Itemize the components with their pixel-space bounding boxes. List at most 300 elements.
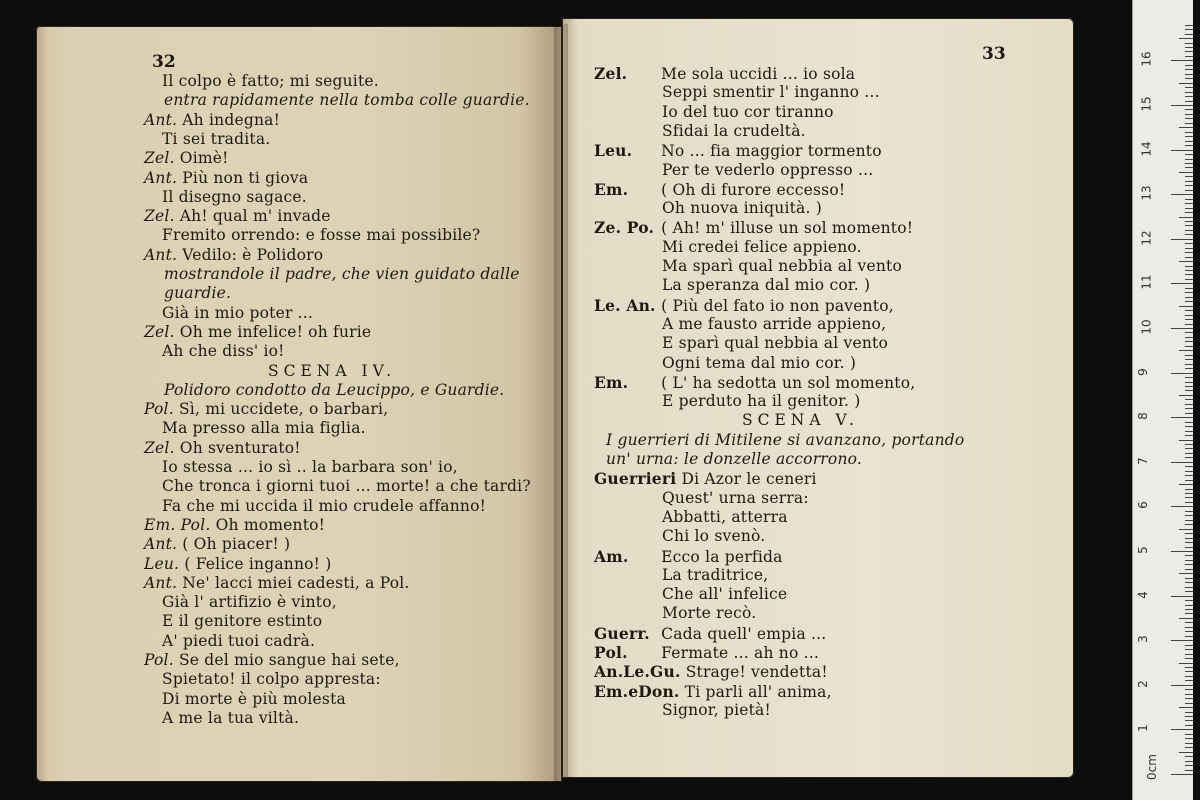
ruler-tick xyxy=(1179,752,1193,753)
ruler-tick xyxy=(1185,725,1193,726)
text-line xyxy=(162,477,531,495)
ruler-tick xyxy=(1185,114,1193,115)
ruler-tick xyxy=(1179,663,1193,664)
text-line xyxy=(662,701,771,719)
ruler-tick xyxy=(1185,613,1193,614)
text-line xyxy=(164,284,231,302)
text-line xyxy=(594,643,819,662)
line-text: Cada quell' empia ... xyxy=(661,624,827,643)
ruler-tick xyxy=(1185,654,1193,655)
ruler-tick xyxy=(1185,658,1193,659)
ruler-tick xyxy=(1185,667,1193,668)
line-text: Già in mio poter ... xyxy=(162,303,314,322)
ruler-tick xyxy=(1185,270,1193,271)
ruler-tick xyxy=(1185,404,1193,405)
ruler-tick xyxy=(1185,382,1193,383)
line-text: A me fausto arride appieno, xyxy=(662,314,887,333)
ruler-tick xyxy=(1171,640,1193,641)
ruler-tick xyxy=(1185,560,1193,561)
line-text: I guerrieri di Mitilene si avanzano, portando xyxy=(606,430,965,449)
line-text: La traditrice, xyxy=(662,565,769,584)
ruler-number: 6 xyxy=(1135,501,1150,510)
text-line xyxy=(162,670,381,688)
ruler-tick xyxy=(1185,319,1193,320)
speaker-label: Ant. xyxy=(144,110,178,129)
text-line xyxy=(606,450,862,468)
ruler-tick xyxy=(1185,471,1193,472)
ruler-tick xyxy=(1185,716,1193,717)
line-text: Ah che diss' io! xyxy=(162,342,285,361)
ruler-tick xyxy=(1185,756,1193,757)
speaker-label: Zel. xyxy=(144,207,175,226)
line-text: Mi credei felice appieno. xyxy=(662,237,862,256)
speaker-label: Ze. Po. xyxy=(594,218,655,238)
ruler-tick xyxy=(1185,555,1193,556)
ruler-tick xyxy=(1179,707,1193,708)
line-text: Il colpo è fatto; mi seguite. xyxy=(162,72,379,90)
ruler-tick xyxy=(1185,645,1193,646)
text-line xyxy=(662,199,822,217)
ruler-tick xyxy=(1171,283,1193,284)
ruler-tick xyxy=(1185,257,1193,258)
speaker-label: Zel. xyxy=(144,438,175,457)
ruler-tick xyxy=(1185,515,1193,516)
ruler-tick xyxy=(1171,417,1193,418)
ruler-tick xyxy=(1185,399,1193,400)
ruler-number: 2 xyxy=(1135,679,1150,688)
line-text: Per te vederlo oppresso ... xyxy=(662,160,874,179)
book-gutter xyxy=(554,24,568,786)
line-text: La speranza dal mio cor. ) xyxy=(662,276,871,295)
line-text: Ti sei tradita. xyxy=(162,129,271,148)
ruler-tick xyxy=(1185,274,1193,275)
speaker-label: Ant. xyxy=(144,535,178,554)
ruler-tick xyxy=(1185,703,1193,704)
text-line xyxy=(162,593,337,611)
line-text: ( Oh piacer! ) xyxy=(182,535,291,554)
ruler-tick xyxy=(1185,324,1193,325)
ruler-tick xyxy=(1185,315,1193,316)
ruler-tick xyxy=(1185,676,1193,677)
ruler-tick xyxy=(1185,123,1193,124)
ruler-tick xyxy=(1185,190,1193,191)
line-text: E il genitore estinto xyxy=(162,612,323,631)
text-line xyxy=(662,334,888,352)
line-text: Più non ti giova xyxy=(182,168,309,187)
ruler-tick xyxy=(1185,497,1193,498)
text-line xyxy=(162,342,285,360)
ruler-tick xyxy=(1185,292,1193,293)
text-line xyxy=(594,547,783,566)
ruler-tick xyxy=(1185,266,1193,267)
line-text: Sì, mi uccidete, o barbari, xyxy=(178,400,389,419)
text-line xyxy=(662,392,861,410)
line-text: Ah! qual m' invade xyxy=(179,207,331,226)
text-line xyxy=(164,265,520,283)
ruler-tick xyxy=(1185,301,1193,302)
text-line xyxy=(662,508,788,526)
ruler-tick xyxy=(1185,212,1193,213)
ruler-tick xyxy=(1185,591,1193,592)
line-text: ( Oh di furore eccesso! xyxy=(661,180,846,199)
ruler-tick xyxy=(1185,288,1193,289)
line-text: Di Azor le ceneri xyxy=(681,470,817,489)
speaker-label: Am. xyxy=(594,546,629,566)
ruler-tick xyxy=(1185,747,1193,748)
speaker-label: Pol. xyxy=(594,643,628,662)
text-line xyxy=(162,226,480,244)
ruler-tick xyxy=(1185,511,1193,512)
ruler-tick xyxy=(1185,413,1193,414)
ruler-tick xyxy=(1185,431,1193,432)
ruler-tick xyxy=(1185,279,1193,280)
ruler-tick xyxy=(1171,729,1193,730)
ruler-tick xyxy=(1185,34,1193,35)
text-line xyxy=(662,604,756,622)
line-text: Fermate ... ah no ... xyxy=(661,644,819,662)
text-line xyxy=(594,296,894,315)
ruler-tick xyxy=(1171,373,1193,374)
ruler-tick xyxy=(1185,493,1193,494)
line-text: Polidoro condotto da Leucippo, e Guardie. xyxy=(164,380,505,399)
text-line xyxy=(606,431,964,449)
line-text: Oh momento! xyxy=(215,515,326,534)
line-text: SCENA V. xyxy=(742,411,859,430)
ruler-tick xyxy=(1185,74,1193,75)
speaker-label: Leu. xyxy=(144,554,180,573)
text-line xyxy=(162,709,299,727)
text-line xyxy=(162,632,315,650)
ruler-tick xyxy=(1185,444,1193,445)
line-text: entra rapidamente nella tomba colle guardie. xyxy=(164,91,530,110)
line-text: Ti parli all' anima, xyxy=(684,682,832,701)
ruler-tick xyxy=(1185,582,1193,583)
ruler-tick xyxy=(1185,337,1193,338)
line-text: Signor, pietà! xyxy=(662,700,771,719)
ruler-tick xyxy=(1185,622,1193,623)
text-line xyxy=(164,381,504,399)
ruler-tick xyxy=(1185,680,1193,681)
ruler-tick xyxy=(1185,208,1193,209)
ruler-tick xyxy=(1179,529,1193,530)
ruler-tick xyxy=(1185,185,1193,186)
ruler-tick xyxy=(1185,386,1193,387)
ruler-tick xyxy=(1179,217,1193,218)
text-line xyxy=(144,207,331,225)
line-text: guardie. xyxy=(164,284,232,303)
ruler-tick xyxy=(1185,92,1193,93)
ruler-tick xyxy=(1185,435,1193,436)
ruler-tick xyxy=(1171,150,1193,151)
text-line xyxy=(662,122,806,140)
line-text: SCENA IV. xyxy=(268,361,397,380)
ruler-tick xyxy=(1185,109,1193,110)
ruler-tick xyxy=(1185,627,1193,628)
text-line xyxy=(662,315,886,333)
line-text: Che tronca i giorni tuoi ... morte! a che tardi? xyxy=(162,477,531,496)
ruler-tick xyxy=(1171,685,1193,686)
text-line xyxy=(162,419,366,437)
ruler-tick xyxy=(1185,29,1193,30)
text-line xyxy=(144,111,280,129)
speaker-label: Ant. xyxy=(144,573,178,592)
line-text: Oimè! xyxy=(179,149,229,168)
text-line xyxy=(162,130,270,148)
text-line xyxy=(162,612,322,630)
ruler-tick xyxy=(1185,520,1193,521)
ruler-tick xyxy=(1185,538,1193,539)
text-line xyxy=(662,103,834,121)
ruler-tick xyxy=(1179,38,1193,39)
ruler-number: 14 xyxy=(1139,140,1154,157)
ruler-tick xyxy=(1171,506,1193,507)
ruler-tick xyxy=(1185,78,1193,79)
ruler-tick xyxy=(1185,765,1193,766)
ruler-tick xyxy=(1185,533,1193,534)
ruler-tick xyxy=(1179,306,1193,307)
text-line xyxy=(144,169,308,187)
ruler-tick xyxy=(1171,462,1193,463)
ruler-tick xyxy=(1185,203,1193,204)
ruler-tick xyxy=(1185,234,1193,235)
ruler-number: 16 xyxy=(1139,51,1154,68)
ruler-number: 13 xyxy=(1139,185,1154,201)
ruler-tick xyxy=(1185,636,1193,637)
speaker-label: Em.eDon. xyxy=(594,681,680,701)
text-line xyxy=(662,354,856,372)
ruler-tick xyxy=(1185,332,1193,333)
ruler-tick xyxy=(1185,542,1193,543)
speaker-label: Zel. xyxy=(144,322,175,341)
ruler-tick xyxy=(1185,355,1193,356)
ruler-tick xyxy=(1185,341,1193,342)
speaker-label: Pol. xyxy=(144,400,174,419)
ruler-tick xyxy=(1185,297,1193,298)
ruler-number: 4 xyxy=(1135,590,1150,599)
ruler-tick xyxy=(1185,87,1193,88)
line-text: un' urna: le donzelle accorrono. xyxy=(606,450,863,468)
text-line xyxy=(662,527,765,545)
line-text: Seppi smentir l' inganno ... xyxy=(662,83,880,102)
line-text: Ogni tema dal mio cor. ) xyxy=(662,353,857,372)
open-book xyxy=(36,18,1076,782)
ruler-tick xyxy=(1185,159,1193,160)
ruler-tick xyxy=(1185,720,1193,721)
ruler-number: 15 xyxy=(1139,96,1154,112)
line-text: Fa che mi uccida il mio crudele affanno! xyxy=(162,496,487,515)
line-text: Ne' lacci miei cadesti, a Pol. xyxy=(182,573,410,592)
page-number-left: 32 xyxy=(152,52,176,72)
text-line xyxy=(144,651,400,669)
ruler-tick xyxy=(1185,132,1193,133)
text-line xyxy=(144,555,331,573)
ruler-tick xyxy=(1185,770,1193,771)
ruler-tick xyxy=(1179,440,1193,441)
line-text: A' piedi tuoi cadrà. xyxy=(162,631,316,650)
ruler-tick xyxy=(1171,60,1193,61)
ruler-tick xyxy=(1185,154,1193,155)
ruler-tick xyxy=(1171,551,1193,552)
text-line xyxy=(594,682,832,701)
line-text: Già l' artifizio è vinto, xyxy=(162,593,337,612)
ruler-tick xyxy=(1185,364,1193,365)
ruler-tick xyxy=(1185,734,1193,735)
ruler-tick xyxy=(1185,698,1193,699)
text-line xyxy=(594,469,817,488)
line-text: Spietato! il colpo appresta: xyxy=(162,670,381,689)
ruler-tick xyxy=(1185,167,1193,168)
text-line xyxy=(662,161,873,179)
ruler-number: 10 xyxy=(1139,319,1154,335)
ruler-tick xyxy=(1179,172,1193,173)
speaker-label: Leu. xyxy=(594,141,633,161)
ruler-number: 11 xyxy=(1139,274,1154,291)
ruler-unit-label: 0cm xyxy=(1144,754,1159,780)
ruler-tick xyxy=(1185,587,1193,588)
speaker-label: Em. xyxy=(594,179,629,199)
line-text: E sparì qual nebbia al vento xyxy=(662,334,889,353)
line-text: Quest' urna serra: xyxy=(662,488,809,507)
ruler-tick xyxy=(1171,105,1193,106)
ruler-tick xyxy=(1185,466,1193,467)
ruler-tick xyxy=(1185,547,1193,548)
ruler-tick xyxy=(1185,671,1193,672)
ruler-number: 7 xyxy=(1135,456,1150,465)
ruler-tick xyxy=(1185,578,1193,579)
text-line xyxy=(162,188,307,206)
ruler-tick xyxy=(1179,573,1193,574)
ruler-tick xyxy=(1185,359,1193,360)
line-text: Vedilo: è Polidoro xyxy=(182,245,324,264)
line-text: Io stessa ... io sì .. la barbara son' io, xyxy=(162,458,458,476)
measuring-ruler xyxy=(1132,0,1193,800)
ruler-tick xyxy=(1185,600,1193,601)
ruler-tick xyxy=(1185,181,1193,182)
ruler-tick xyxy=(1179,261,1193,262)
ruler-tick xyxy=(1185,248,1193,249)
ruler-tick xyxy=(1185,426,1193,427)
ruler-tick xyxy=(1185,453,1193,454)
ruler-tick xyxy=(1185,502,1193,503)
text-line xyxy=(594,64,855,83)
text-line xyxy=(662,585,787,603)
line-text: A me la tua viltà. xyxy=(162,708,300,727)
ruler-tick xyxy=(1179,395,1193,396)
line-text: Il disegno sagace. xyxy=(162,187,307,206)
ruler-tick xyxy=(1185,225,1193,226)
ruler-tick xyxy=(1185,56,1193,57)
ruler-tick xyxy=(1185,457,1193,458)
ruler-tick xyxy=(1185,199,1193,200)
text-line xyxy=(144,400,388,418)
speaker-label: Ant. xyxy=(144,245,178,264)
ruler-tick xyxy=(1185,118,1193,119)
line-text: Abbatti, atterra xyxy=(662,507,788,526)
text-line xyxy=(162,458,458,476)
ruler-tick xyxy=(1185,448,1193,449)
text-line xyxy=(144,246,323,264)
text-line xyxy=(594,373,915,392)
ruler-tick xyxy=(1185,475,1193,476)
line-text: Me sola uccidi ... io sola xyxy=(661,65,856,83)
ruler-tick xyxy=(1185,368,1193,369)
text-line xyxy=(662,276,870,294)
line-text: ( Ah! m' illuse un sol momento! xyxy=(661,219,914,238)
ruler-tick xyxy=(1185,101,1193,102)
speaker-label: Zel. xyxy=(594,64,628,83)
ruler-tick xyxy=(1185,252,1193,253)
ruler-tick xyxy=(1185,712,1193,713)
text-line xyxy=(662,489,809,507)
speaker-label: Em. xyxy=(594,372,629,392)
speaker-label: Le. An. xyxy=(594,295,656,315)
text-line xyxy=(268,362,396,380)
text-line xyxy=(594,180,845,199)
ruler-tick xyxy=(1185,163,1193,164)
ruler-tick xyxy=(1185,761,1193,762)
ruler-tick xyxy=(1185,605,1193,606)
ruler-number: 8 xyxy=(1135,412,1150,421)
ruler-tick xyxy=(1171,239,1193,240)
ruler-tick xyxy=(1185,564,1193,565)
ruler-tick xyxy=(1185,689,1193,690)
line-text: ( Felice inganno! ) xyxy=(184,554,332,573)
line-text: Che all' infelice xyxy=(662,585,788,604)
ruler-tick xyxy=(1171,328,1193,329)
ruler-tick xyxy=(1185,631,1193,632)
line-text: Morte recò. xyxy=(662,604,757,623)
line-text: Oh nuova iniquità. ) xyxy=(662,199,822,218)
speaker-label: Zel. xyxy=(144,149,175,168)
ruler-tick xyxy=(1185,694,1193,695)
ruler-number: 1 xyxy=(1135,724,1150,733)
ruler-tick xyxy=(1179,484,1193,485)
speaker-label: Guerrieri xyxy=(594,469,677,489)
ruler-tick xyxy=(1185,96,1193,97)
line-text: Ma sparì qual nebbia al vento xyxy=(662,257,903,275)
ruler-number: 12 xyxy=(1139,230,1154,246)
ruler-tick xyxy=(1185,230,1193,231)
ruler-tick xyxy=(1171,596,1193,597)
text-line xyxy=(144,574,410,592)
ruler-tick xyxy=(1171,774,1193,775)
speaker-label: Guerr. xyxy=(594,623,650,643)
text-line xyxy=(144,323,371,341)
ruler-tick xyxy=(1179,83,1193,84)
ruler-tick xyxy=(1185,569,1193,570)
right-page xyxy=(562,18,1074,778)
line-text: Sfidai la crudeltà. xyxy=(662,121,806,140)
line-text: Ma presso alla mia figlia. xyxy=(162,419,366,438)
ruler-tick xyxy=(1179,618,1193,619)
ruler-tick xyxy=(1185,609,1193,610)
ruler-tick xyxy=(1185,69,1193,70)
ruler-tick xyxy=(1185,524,1193,525)
ruler-tick xyxy=(1185,43,1193,44)
line-text: Io del tuo cor tiranno xyxy=(662,102,834,121)
text-line xyxy=(662,566,768,584)
speaker-label: Ant. xyxy=(144,168,178,187)
line-text: Se del mio sangue hai sete, xyxy=(178,651,400,669)
ruler-number: 9 xyxy=(1135,367,1150,376)
text-line xyxy=(144,516,325,534)
line-text: Ecco la perfida xyxy=(661,547,783,566)
ruler-tick xyxy=(1185,221,1193,222)
line-text: Di morte è più molesta xyxy=(162,689,346,708)
text-line xyxy=(162,72,379,90)
line-text: Oh sventurato! xyxy=(179,438,301,457)
line-text: Strage! vendetta! xyxy=(685,663,828,682)
